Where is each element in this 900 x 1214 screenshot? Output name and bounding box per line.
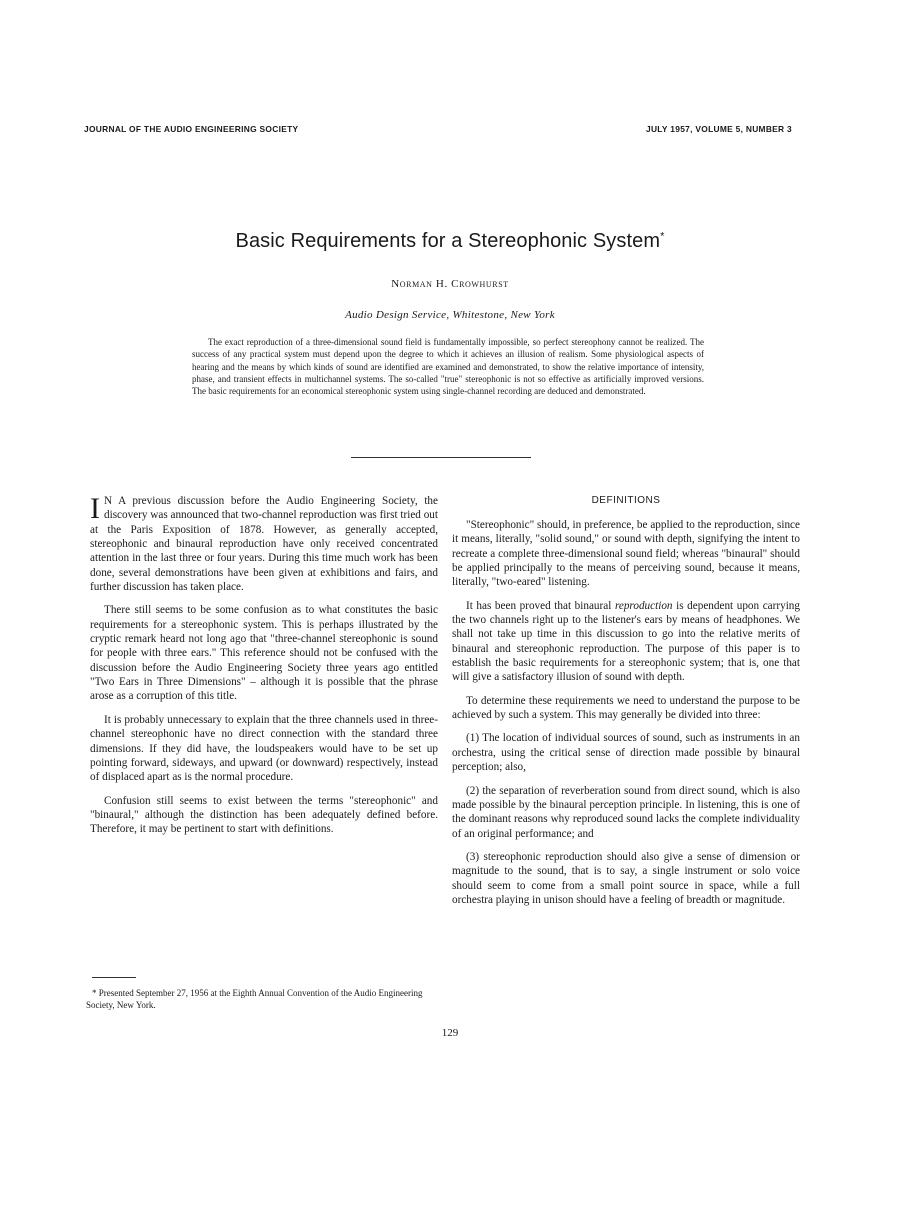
running-head [84, 124, 792, 134]
list-item: (1) The location of individual sources of sound, such as instruments in an orchestra, using the critical sense of direction made possible by binaural perception; also, [452, 732, 800, 774]
list-item: (2) the separation of reverberation sound from direct sound, which is also made possible by the binaural perception principle. In listening, this is one of the dominant reasons why reproduced sound lacks the complete individuality of an original performance; and [452, 784, 800, 840]
author-affiliation: Audio Design Service, Whitestone, New York [345, 309, 555, 321]
paragraph: There still seems to be some confusion as to what constitutes the basic requirements for a stereophonic system. This is perhaps illustrated by the cryptic remark heard not long ago that "three-channel stereophonic is sound for people with three ears." This reference should not be confused with the discussion before the Audio Engineering Society three years ago entitled "Two Ears in Three Dimensions" – although it is possible that the phrase arose as a corruption of this title. [90, 604, 438, 703]
journal-name: JOURNAL OF THE AUDIO ENGINEERING SOCIETY [84, 124, 299, 134]
abstract: The exact reproduction of a three-dimensional sound field is fundamentally impossible, so perfect stereophony cannot be realized. The success of any practical system must depend upon the degree to which it achieves an illusion of realism. Some physiological aspects of hearing and the means by which kinds of sound are identified are examined and demonstrated, to show the relative importance of intensity, phase, and transient effects in multichannel systems. The so-called "true" stereophonic is not so effective as artificially improved versions. The basic requirements for an economical stereophonic system using single-channel recording are deduced and demonstrated. [192, 337, 704, 397]
paragraph: Confusion still seems to exist between the terms "stereophonic" and "binaural," although the distinction has been adequately defined before. Therefore, it may be pertinent to start with definitions. [90, 794, 438, 836]
paragraph-text: is dependent upon carrying the two channels right up to the listener's ears by means of headphones. We shall not take up time in this discussion to go into the relative merits of binaural and stereophonic reproduction. The purpose of this paper is to establish the basic requirements for a stereophonic system; that is, one that will give a satisfactory illusion of sound with depth. [452, 599, 800, 684]
paragraph [90, 494, 438, 594]
right-column [452, 494, 800, 916]
title-footnote-marker: * [660, 230, 665, 243]
footnote-rule [92, 977, 136, 978]
paragraph: "Stereophonic" should, in preference, be applied to the reproduction, since it means, literally, "solid sound," or sound with depth, signifying the intent to recreate a complete three-dimensional sound field; whereas "binaural" should be applied principally to the means of perceiving sound, because it means, literally, "two-eared" listening. [452, 519, 800, 589]
footnote: * Presented September 27, 1956 at the Eighth Annual Convention of the Audio Engineering Society, New York. [86, 988, 423, 1010]
paragraph-text: N A previous discussion before the Audio Engineering Society, the discovery was announced that two-channel reproduction was first tried out at the Paris Exposition of 1878. However, as generally accepted, stereophonic and binaural reproduction have only received concentrated attention in the last three or four years. During this time much work has been done, several demonstrations have been given at exhibitions and fairs, and further discussion has taken place. [90, 495, 438, 594]
page-number: 129 [441, 1027, 459, 1039]
paragraph: To determine these requirements we need to understand the purpose to be achieved by such a system. This may generally be divided into three: [452, 694, 800, 722]
drop-cap: I [90, 492, 100, 525]
author-name: Norman H. Crowhurst [391, 278, 509, 290]
section-divider [351, 457, 531, 458]
article-title-text: Basic Requirements for a Stereophonic System [235, 230, 661, 252]
paragraph [452, 599, 800, 685]
paragraph-text: It has been proved that binaural [466, 599, 615, 612]
emphasis: reproduction [614, 599, 673, 612]
section-heading-definitions: DEFINITIONS [591, 495, 661, 506]
list-item: (3) stereophonic reproduction should also give a sense of dimension or magnitude to the sound, that is to say, a single instrument or solo voice should seem to come from a small point source in space, while a full orchestra playing in unison should have a feeling of breadth or magnitude. [452, 850, 800, 906]
issue-info: JULY 1957, VOLUME 5, NUMBER 3 [645, 124, 792, 134]
paragraph: It is probably unnecessary to explain that the three channels used in three-channel stereophonic have no direct connection with the standard three dimensions. If they did have, the loudspeakers would have to be set up pointing forward, sideways, and upward (or downward) respectively, instead of displaced apart as is the normal procedure. [90, 713, 438, 784]
left-column [90, 494, 438, 846]
article-title [0, 230, 900, 253]
